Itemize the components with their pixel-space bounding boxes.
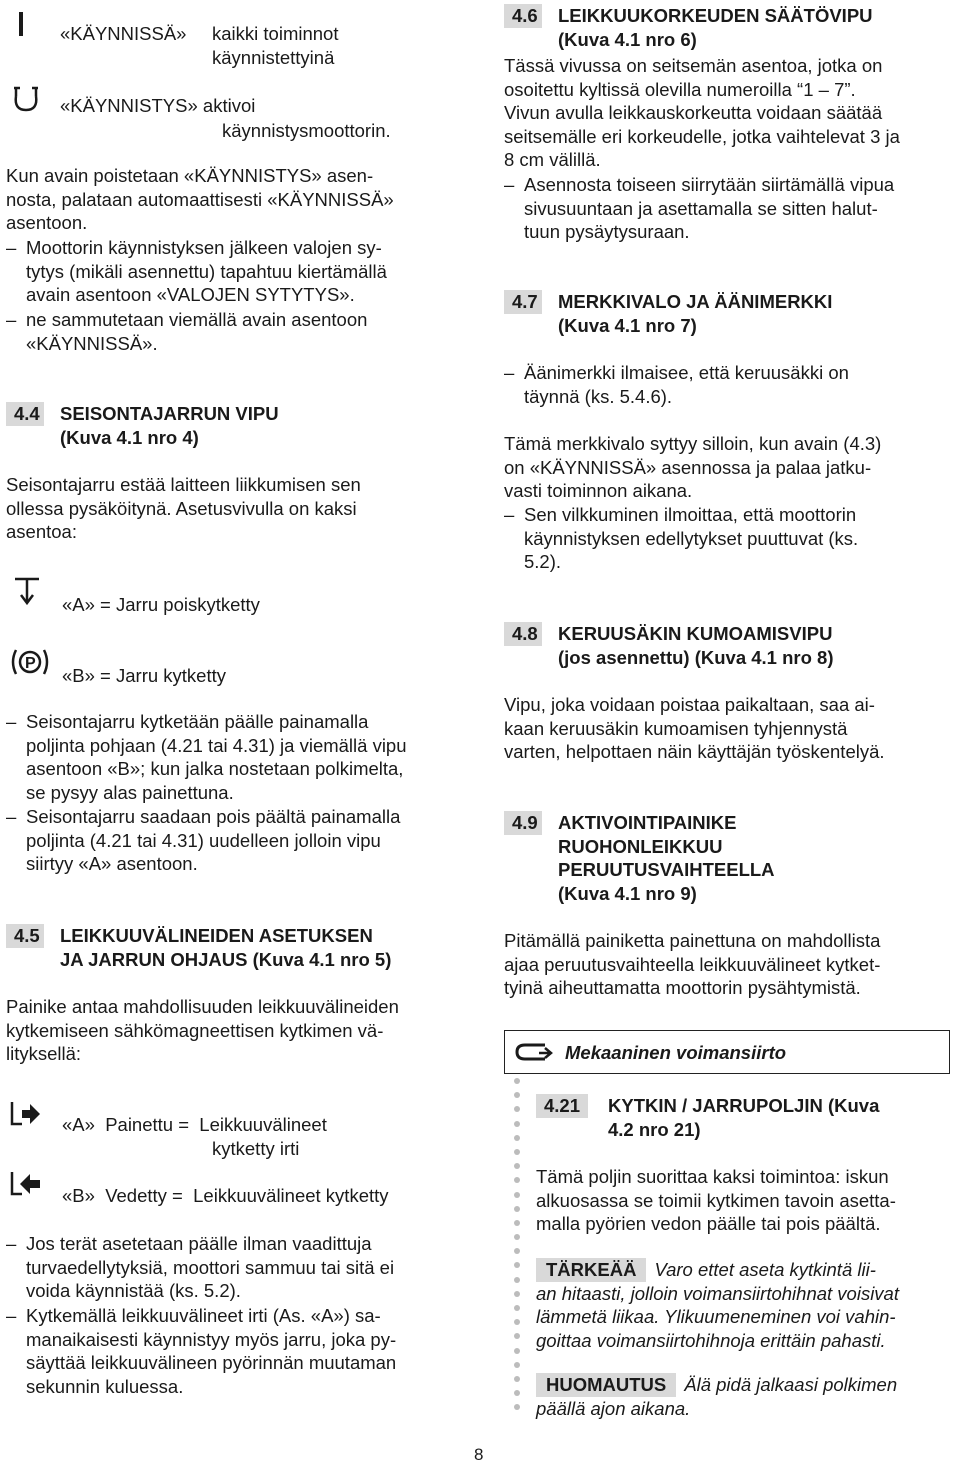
important-note — [536, 1258, 956, 1352]
section-4-4-paragraph — [6, 473, 456, 544]
key-start-desc: käynnistysmoottorin. — [222, 120, 391, 141]
text-line: «KÄYNNISSÄ». — [26, 332, 158, 354]
section-title: KERUUSÄKIN KUMOAMISVIPU — [558, 623, 833, 644]
text-line: kytkemiseen sähkömagneettisen kytkimen vä- — [6, 1019, 384, 1041]
text-line: Asennosta toiseen siirrytään siirtämällä vipua — [524, 174, 895, 195]
blades-position-b: «B» Vedetty = Leikkuuvälineet kytketty — [62, 1185, 389, 1206]
text-line: se pysyy alas painettuna. — [26, 781, 234, 803]
section-title: MERKKIVALO JA ÄÄNIMERKKI — [558, 291, 833, 312]
section-4-9-heading — [504, 811, 954, 905]
bullet-blinking — [504, 503, 954, 574]
text-line: sivusuuntaan ja asettamalla se sitten halut- — [524, 197, 878, 219]
text-line: ajaa peruutusvaihteella leikkuuvälineet kytket- — [504, 953, 881, 975]
text-line: lämmetä liikaa. Ylikuumeneminen voi vahin- — [536, 1306, 896, 1327]
text-line: sekunnin kuluessa. — [26, 1375, 184, 1397]
text-line: asentoon «B»; kun jalka nostetaan polkimelta, — [26, 758, 404, 779]
text-line: Seisontajarru saadaan pois päältä painamalla — [26, 806, 401, 827]
section-title: JA JARRUN OHJAUS (Kuva 4.1 nro 5) — [60, 948, 392, 970]
text-line: Kytkemällä leikkuuvälineet irti (As. «A») sa- — [26, 1305, 381, 1326]
text-line: Äänimerkki ilmaisee, että keruusäkki on — [524, 362, 849, 383]
text-line: turvaedellytyksiä, moottori sammuu tai sitä ei — [26, 1256, 395, 1278]
section-title: RUOHONLEIKKUU — [558, 835, 723, 857]
dash-marker: – — [6, 806, 17, 827]
bullet-sound-signal — [504, 361, 954, 408]
dash-marker: – — [6, 711, 17, 732]
text-line: Kun avain poistetaan «KÄYNNISTYS» asen- — [6, 165, 374, 186]
text-line: säyttää leikkuuvälineen pyörinnän muutaman — [26, 1352, 397, 1373]
text-line: an hitaasti, jolloin voimansiirtohihnat voisivat — [536, 1282, 899, 1304]
text-line: 5.2). — [524, 551, 562, 572]
text-line: Pitämällä painiketta painettuna on mahdollista — [504, 930, 881, 951]
section-title: LEIKKUUVÄLINEIDEN ASETUKSEN — [60, 925, 373, 946]
bullet-brake-engage — [6, 710, 456, 804]
section-number: 4.21 — [536, 1094, 588, 1118]
engine-start-icon — [10, 82, 44, 120]
arrow-hook-icon — [515, 1041, 555, 1063]
text-line: poljinta pohjaan (4.21 tai 4.31) ja viemällä vipu — [26, 734, 407, 756]
text-line: 8 cm välillä. — [504, 149, 601, 170]
paragraph-key-removal — [6, 164, 456, 235]
text-line: nosta, palataan automaattisesti «KÄYNNISSÄ» — [6, 188, 394, 210]
text-line: alkuosassa se toimii kytkimen tavoin asetta- — [536, 1189, 896, 1211]
section-title: KYTKIN / JARRUPOLJIN (Kuva — [608, 1095, 880, 1116]
section-4-6-paragraph — [504, 54, 960, 172]
section-title: 4.2 nro 21) — [608, 1118, 701, 1140]
section-title: LEIKKUUKORKEUDEN SÄÄTÖVIPU — [558, 5, 873, 26]
text-line: poljinta (4.21 tai 4.31) uudelleen jolloin vipu — [26, 829, 381, 851]
dash-marker: – — [6, 309, 17, 330]
text-line: tyinä aiheuttamatta moottorin pysähtymistä. — [504, 977, 861, 998]
text-line: varten, helpottaen näin käyttäjän työskentelyä. — [504, 741, 885, 762]
section-title: AKTIVOINTIPAINIKE — [558, 812, 737, 833]
text-line: käynnistyksen edellytykset puuttuvat (ks. — [524, 527, 859, 549]
section-4-8-heading — [504, 622, 954, 669]
text-line: täynnä (ks. 5.4.6). — [524, 385, 673, 407]
text-line: Tämä poljin suorittaa kaksi toimintoa: iskun — [536, 1166, 889, 1187]
dash-marker: – — [504, 174, 515, 195]
section-4-21-paragraph — [536, 1165, 956, 1236]
section-number: 4.4 — [6, 402, 44, 426]
key-on-desc-2: käynnistettyinä — [212, 47, 335, 68]
text-line: voida käynnistää (ks. 5.2). — [26, 1280, 241, 1301]
svg-text:P: P — [25, 655, 36, 672]
text-line: manaikaisesti käynnistyy myös jarru, joka py- — [26, 1328, 397, 1350]
text-line: on «KÄYNNISSÄ» asennossa ja palaa jatku- — [504, 456, 872, 478]
section-number: 4.6 — [504, 4, 542, 28]
text-line: asentoa: — [6, 521, 77, 542]
parking-brake-icon — [8, 646, 52, 684]
section-title: (Kuva 4.1 nro 6) — [558, 28, 697, 50]
bullet-blades-brake — [6, 1304, 462, 1398]
text-line: siirtyy «A» asentoon. — [26, 853, 198, 874]
text-line: tuun pysäytysuraan. — [524, 221, 690, 242]
text-line: Vivun avulla leikkauskorkeutta voidaan säätää — [504, 102, 883, 123]
bullet-blades-safety — [6, 1232, 462, 1303]
blades-position-a: «A» Painettu = Leikkuuvälineet — [62, 1114, 327, 1135]
bullet-brake-release — [6, 805, 456, 876]
blades-disengage-icon — [8, 1098, 44, 1136]
text-line: osoitettu kyltissä olevilla numeroilla “1 – 7”. — [504, 78, 856, 100]
text-line: avain asentoon «VALOJEN SYTYTYS». — [26, 284, 355, 305]
dash-marker: – — [6, 1233, 17, 1254]
blades-position-a-desc: kytketty irti — [212, 1138, 300, 1159]
text-line: kaan keruusäkin kumoamisen tyhjennystä — [504, 717, 848, 739]
section-number: 4.7 — [504, 290, 542, 314]
text-line: Vipu, joka voidaan poistaa paikaltaan, saa ai- — [504, 694, 875, 715]
important-badge: TÄRKEÄÄ — [536, 1258, 646, 1282]
section-4-4-heading — [6, 402, 456, 449]
key-on-label: «KÄYNNISSÄ» — [60, 23, 187, 44]
section-4-5-heading — [6, 924, 456, 971]
text-line: Moottorin käynnistyksen jälkeen valojen sy- — [26, 237, 382, 258]
brake-position-a: «A» = Jarru poiskytketty — [62, 594, 260, 615]
section-4-7-paragraph — [504, 432, 954, 503]
section-title: PERUUTUSVAIHTEELLA — [558, 859, 775, 880]
text-line: vasti toiminnon aikana. — [504, 480, 693, 501]
section-4-7-heading — [504, 290, 954, 337]
section-4-5-paragraph — [6, 995, 462, 1066]
text-line: malla pyörien vedon päälle tai pois päältä. — [536, 1213, 881, 1234]
dash-marker: – — [6, 1305, 17, 1326]
text-line: päällä ajon aikana. — [536, 1397, 691, 1419]
text-line: seitsemälle eri korkeudelle, jotka vaihtelevat 3 ja — [504, 125, 900, 147]
key-start-label: «KÄYNNISTYS» aktivoi — [60, 95, 256, 116]
text-line: Tässä vivussa on seitsemän asentoa, jotka on — [504, 55, 883, 76]
page-number: 8 — [474, 1445, 484, 1464]
dash-marker: – — [504, 504, 515, 525]
text-line: Sen vilkkuminen ilmoittaa, että moottorin — [524, 504, 857, 525]
dash-marker: – — [504, 362, 515, 383]
section-title: (Kuva 4.1 nro 9) — [558, 882, 697, 904]
text-line: Seisontajarru estää laitteen liikkumisen sen — [6, 474, 361, 495]
text-line: Seisontajarru kytketään päälle painamalla — [26, 711, 369, 732]
text-line: tytys (mikäli asennettu) tapahtuu kiertämällä — [26, 260, 387, 282]
section-title: (jos asennettu) (Kuva 4.1 nro 8) — [558, 646, 834, 668]
text-line: Tämä merkkivalo syttyy silloin, kun avain (4.3) — [504, 433, 882, 454]
blades-engage-icon — [8, 1168, 44, 1206]
brake-release-icon — [12, 576, 44, 614]
text-line: lityksellä: — [6, 1043, 82, 1064]
notice-badge: HUOMAUTUS — [536, 1373, 676, 1397]
section-4-21-heading — [536, 1094, 956, 1141]
text-line: goittaa voimansiirtohihnoja erittäin pahasti. — [536, 1329, 886, 1351]
section-4-6-heading — [504, 4, 954, 51]
chapter-box-title: Mekaaninen voimansiirto — [565, 1042, 787, 1063]
key-on-desc-1: kaikki toiminnot — [212, 23, 339, 44]
section-number: 4.8 — [504, 622, 542, 646]
text-line: asentoon. — [6, 212, 88, 233]
dash-marker: – — [6, 237, 17, 258]
text-line: Jos terät asetetaan päälle ilman vaadittuja — [26, 1233, 372, 1254]
section-4-8-paragraph — [504, 693, 954, 764]
brake-position-b: «B» = Jarru kytketty — [62, 665, 226, 686]
text-line: Älä pidä jalkaasi polkimen — [684, 1374, 898, 1395]
bullet-lights-off — [6, 308, 456, 355]
section-number: 4.9 — [504, 811, 542, 835]
text-line: Painike antaa mahdollisuuden leikkuuvälineiden — [6, 996, 399, 1017]
bullet-height-lever — [504, 173, 960, 244]
section-title: (Kuva 4.1 nro 7) — [558, 314, 697, 336]
section-title: SEISONTAJARRUN VIPU — [60, 403, 279, 424]
text-line: ne sammutetaan viemällä avain asentoon — [26, 309, 368, 330]
text-line: Varo ettet aseta kytkintä lii- — [654, 1259, 876, 1280]
chapter-box — [504, 1030, 950, 1074]
text-line: ollessa pysäköitynä. Asetusvivulla on kaksi — [6, 497, 357, 519]
key-on-icon — [16, 12, 28, 44]
bullet-lights — [6, 236, 456, 307]
section-number: 4.5 — [6, 924, 44, 948]
section-title: (Kuva 4.1 nro 4) — [60, 426, 199, 448]
notice-note — [536, 1373, 956, 1420]
dotted-margin-line — [514, 1078, 522, 1419]
section-4-9-paragraph — [504, 929, 954, 1000]
